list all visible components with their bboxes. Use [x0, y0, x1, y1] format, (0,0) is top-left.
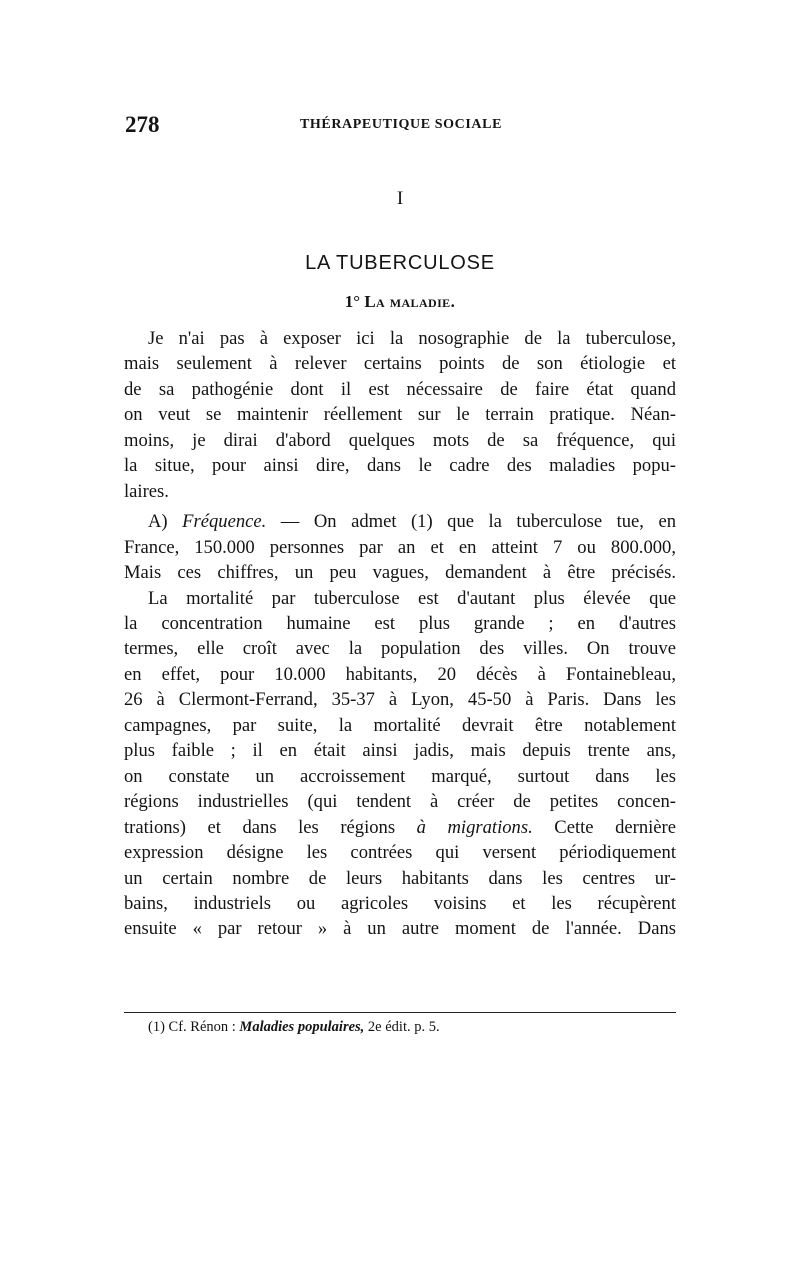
text-line: campagnes, par suite, la mortalité devrait être notablement: [124, 714, 676, 736]
text-line: [124, 509, 676, 534]
subheading: Fréquence.: [182, 511, 267, 533]
paragraph: [124, 326, 676, 504]
paragraph: [124, 509, 676, 585]
paragraph: [124, 586, 676, 942]
footnote-divider: [124, 1012, 676, 1013]
text-line: Je n'ai pas à exposer ici la nosographie de la tuberculose,: [148, 328, 676, 349]
running-title: THÉRAPEUTIQUE SOCIALE: [299, 117, 503, 132]
text-line: expression désigne les contrées qui versent périodiquement: [124, 842, 676, 864]
emphasis: à migrations.: [416, 816, 533, 838]
text-line: mais seulement à relever certains points de son étiologie et: [124, 353, 676, 375]
text-line: La mortalité par tuberculose est d'autant plus élevée que: [148, 587, 676, 609]
text-fragment: trations) et dans les régions: [124, 816, 396, 838]
footnote-title: Maladies populaires,: [239, 1019, 365, 1035]
chapter-number: I: [396, 188, 404, 209]
text-line: France, 150.000 personnes par an et en atteint 7 ou 800.000,: [124, 536, 676, 558]
text-line: termes, elle croît avec la population des villes. On trouve: [124, 638, 676, 660]
text-line: laires.: [124, 480, 169, 502]
text-line: un certain nombre de leurs habitants dans les centres ur-: [124, 867, 676, 889]
text-line: en effet, pour 10.000 habitants, 20 décès à Fontainebleau,: [124, 663, 676, 685]
text-fragment: Cette dernière: [554, 816, 676, 838]
text-line: la concentration humaine est plus grande ; en d'autres: [124, 612, 676, 634]
text-line: la situe, pour ainsi dire, dans le cadre des maladies popu-: [124, 455, 676, 477]
text-line: de sa pathogénie dont il est nécessaire de faire état quand: [124, 378, 676, 400]
text-line: ensuite « par retour » à un autre moment de l'année. Dans: [124, 918, 676, 940]
text-line: on veut se maintenir réellement sur le terrain pratique. Néan-: [124, 404, 676, 426]
text-line: régions industrielles (qui tendent à créer de petites concen-: [124, 791, 676, 813]
text-fragment: — On admet (1) que la tuberculose tue, en: [280, 511, 676, 533]
text-line: bains, industriels ou agricoles voisins et les récupèrent: [124, 892, 676, 914]
section-name: La maladie.: [364, 292, 456, 311]
item-label: A): [148, 511, 168, 533]
text-line: moins, je dirai d'abord quelques mots de sa fréquence, qui: [124, 429, 676, 451]
text-line: [124, 815, 676, 840]
footnote: [148, 1019, 678, 1036]
text-line: on constate un accroissement marqué, surtout dans les: [124, 765, 676, 787]
page-number: 278: [125, 112, 160, 137]
chapter-title: LA TUBERCULOSE: [305, 252, 495, 274]
text-line: plus faible ; il en était ainsi jadis, mais depuis trente ans,: [124, 740, 676, 762]
section-title: [0, 292, 800, 312]
text-line: 26 à Clermont-Ferrand, 35-37 à Lyon, 45-50 à Paris. Dans les: [124, 689, 676, 711]
footnote-marker: (1) Cf. Rénon :: [148, 1019, 236, 1035]
body-text: [124, 326, 676, 942]
footnote-reference: 2e édit. p. 5.: [367, 1019, 440, 1035]
text-line: Mais ces chiffres, un peu vagues, demandent à être précisés.: [124, 562, 676, 584]
section-number: 1°: [344, 292, 361, 311]
running-head: [125, 112, 677, 142]
